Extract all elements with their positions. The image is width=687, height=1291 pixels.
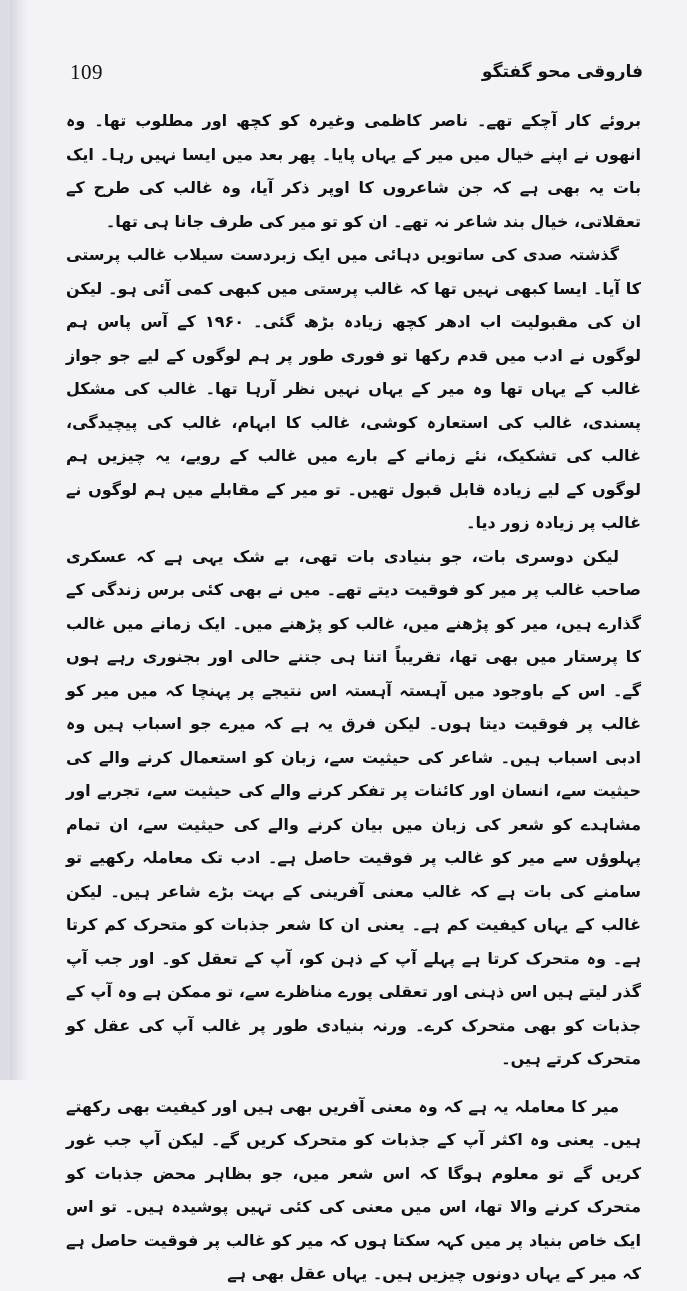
- paragraph-1: بروئے کار آچکے تھے۔ ناصر کاظمی وغیرہ کو کچھ اور مطلوب تھا۔ وہ انھوں نے اپنے خیال میں میر کے یہاں پایا۔ پھر بعد میں ایسا نہیں رہا۔ ایک بات یہ بھی ہے کہ جن شاعروں کا اوپر ذکر آیا، وہ غالب کی طرح کے تعقلاتی، خیال بند شاعر نہ تھے۔ ان کو تو میر کی طرف جانا ہی تھا۔: [66, 111, 641, 231]
- scan-edge-shadow: [10, 0, 28, 1080]
- paragraph-3: لیکن دوسری بات، جو بنیادی بات تھی، بے شک یہی ہے کہ عسکری صاحب غالب پر میر کو فوقیت دیتے تھے۔ میں نے بھی کئی برس زندگی کے گذارے ہیں، میر کو پڑھنے میں، غالب کو پڑھنے میں۔ ایک زمانے میں غالب کا پرستار میں بھی تھا، تقریباً اتنا ہی جتنے حالی اور بجنوری رہے ہوں گے۔ اس کے باوجود میں آہستہ آہستہ اس نتیجے پر پہنچا کہ میں میر کو غالب پر فوقیت دیتا ہوں۔ لیکن فرق یہ ہے کہ میرے جو اسباب ہیں وہ ادبی اسباب ہیں۔ شاعر کی حیثیت سے، زبان کو استعمال کرنے والے کی حیثیت سے، انسان اور کائنات پر تفکر کرنے والے کی حیثیت سے، تجربے اور مشاہدے کو شعر کی زبان میں بیان کرنے والے کی حیثیت سے، ان تمام پہلوؤں سے میر کو غالب پر فوقیت حاصل ہے۔ ادب تک معاملہ رکھیے تو سامنے کی بات ہے کہ غالب معنی آفرینی کے بہت بڑے شاعر ہیں۔ لیکن غالب کے یہاں کیفیت کم ہے۔ یعنی ان کا شعر جذبات کو متحرک کم کرتا ہے۔ وہ متحرک کرتا ہے پہلے آپ کے ذہن کو، آپ کے تعقل کو۔ اور جب آپ گذر لیتے ہیں اس ذہنی اور تعقلی پورے مناظرے سے، تو ممکن ہے وہ آپ کے جذبات کو بھی متحرک کرے۔ ورنہ بنیادی طور پر غالب آپ کی عقل کو متحرک کرتے ہیں۔: [66, 546, 641, 1068]
- paragraph-4: میر کا معاملہ یہ ہے کہ وہ معنی آفریں بھی ہیں اور کیفیت بھی رکھتے ہیں۔ یعنی وہ اکثر آپ کے جذبات کو متحرک کریں گے۔ لیکن آپ جب غور کریں گے تو معلوم ہوگا کہ اس شعر میں، جو بظاہر محض جذبات کو متحرک کرنے والا تھا، اس میں معنی کی کئی تہیں پوشیدہ ہیں۔ تو اس ایک خاص بنیاد پر میں کہہ سکتا ہوں کہ میر کو غالب پر فوقیت حاصل ہے کہ میر کے یہاں دونوں چیزیں ہیں۔ یہاں عقل بھی ہے: [66, 1096, 641, 1283]
- paragraph-2: گذشتہ صدی کی ساتویں دہائی میں ایک زبردست سیلاب غالب پرستی کا آیا۔ ایسا کبھی نہیں تھا کہ غالب پرستی میں کبھی کمی آئی ہو۔ لیکن ان کی مقبولیت اب ادھر کچھ زیادہ بڑھ گئی۔ ۱۹۶۰ کے آس پاس ہم لوگوں نے ادب میں قدم رکھا تو فوری طور پر ہم لوگوں کے لیے جو جواز غالب کے یہاں تھا وہ میر کے یہاں نہیں نظر آرہا تھا۔ غالب کی مشکل پسندی، غالب کی استعارہ کوشی، غالب کا ابہام، غالب کی پیچیدگی، غالب کی تشکیک، نئے زمانے کے بارے میں غالب کے رویے، یہ چیزیں ہم لوگوں کے لیے زیادہ قابل قبول تھیں۔ تو میر کے مقابلے میں ہم لوگوں نے غالب پر زیادہ زور دیا۔: [66, 245, 641, 532]
- page-number: 109: [70, 59, 103, 84]
- running-title: فاروقی محو گفتگو: [481, 62, 643, 82]
- body-text: [66, 104, 641, 1291]
- page-header: [70, 54, 643, 90]
